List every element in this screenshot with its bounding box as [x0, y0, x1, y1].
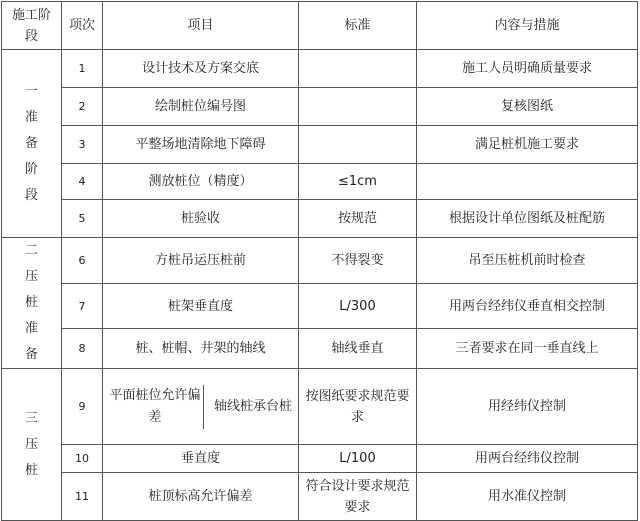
- table-row: [2, 445, 638, 473]
- phase-2-char: 备: [24, 347, 38, 362]
- row-no: 11: [62, 473, 103, 521]
- row-item: 垂直度: [103, 445, 299, 473]
- phase-1-char: 准: [24, 109, 38, 125]
- phase-1-char: 备: [24, 135, 38, 151]
- table-row: [2, 238, 638, 284]
- header-measure: 内容与措施: [417, 2, 638, 50]
- row-measure: 用两台经纬仪控制: [417, 445, 638, 473]
- table-row: [2, 50, 638, 88]
- row-measure: 满足桩机施工要求: [417, 126, 638, 164]
- row-no: 9: [62, 369, 103, 445]
- row-standard: 轴线垂直: [299, 329, 417, 369]
- row-no: 3: [62, 126, 103, 164]
- phase-2-char: 压: [24, 269, 38, 284]
- row-item: 桩、桩帽、井架的轴线: [103, 329, 299, 369]
- table-row: [2, 126, 638, 164]
- header-no: 项次: [62, 2, 103, 50]
- row-item: 方桩吊运压桩前: [103, 238, 299, 284]
- phase-2-cell: [2, 238, 62, 369]
- header-standard: 标准: [299, 2, 417, 50]
- row-item: 测放桩位（精度）: [103, 164, 299, 200]
- row-measure: 用水准仪控制: [417, 473, 638, 521]
- row-standard: [299, 50, 417, 88]
- table-row: [2, 283, 638, 329]
- row-standard: 符合设计要求规范要求: [299, 473, 417, 521]
- row-no: 1: [62, 50, 103, 88]
- table-row: [2, 473, 638, 521]
- row-measure: 用两台经纬仪垂直相交控制: [417, 283, 638, 329]
- row-item: 平整场地清除地下障碍: [103, 126, 299, 164]
- table-row: [2, 200, 638, 238]
- row-measure: 复核图纸: [417, 88, 638, 126]
- phase-2-char: 桩: [24, 295, 38, 310]
- row-measure: 施工人员明确质量要求: [417, 50, 638, 88]
- header-phase: 施工阶段: [2, 2, 62, 50]
- phase-3-cell: [2, 369, 62, 521]
- phase-2-char: 二: [24, 243, 38, 258]
- table-row: [2, 88, 638, 126]
- row-item: 设计技术及方案交底: [103, 50, 299, 88]
- table-row: [2, 369, 638, 445]
- phase-2-char: 准: [24, 321, 38, 336]
- table-row: [2, 164, 638, 200]
- row-item: 绘制桩位编号图: [103, 88, 299, 126]
- phase-1-cell: [2, 50, 62, 238]
- header-row: [2, 2, 638, 50]
- row-measure: [417, 164, 638, 200]
- row-standard: [299, 88, 417, 126]
- row-standard: L/300: [299, 283, 417, 329]
- row-standard: 按规范: [299, 200, 417, 238]
- phase-1-char: 一: [24, 83, 38, 99]
- row-standard: L/100: [299, 445, 417, 473]
- row-item: 桩顶标高允许偏差: [103, 473, 299, 521]
- construction-quality-table: [1, 1, 638, 521]
- row-no: 10: [62, 445, 103, 473]
- row-no: 6: [62, 238, 103, 284]
- row-item: 桩验收: [103, 200, 299, 238]
- phase-1-char: 阶: [24, 161, 38, 177]
- row-standard: [299, 126, 417, 164]
- table-row: [2, 329, 638, 369]
- row-measure: 用经纬仪控制: [417, 369, 638, 445]
- row-no: 8: [62, 329, 103, 369]
- phase-1-char: 段: [24, 187, 38, 203]
- row-item: 桩架垂直度: [103, 283, 299, 329]
- phase-3-char: 压: [24, 436, 38, 452]
- row-no: 2: [62, 88, 103, 126]
- row-item-sub: 轴线桩承台桩: [214, 398, 293, 414]
- row-measure: 根据设计单位图纸及桩配筋: [417, 200, 638, 238]
- row-item-split: [103, 369, 299, 445]
- row-standard: ≤1cm: [299, 164, 417, 200]
- phase-3-char: 桩: [24, 462, 38, 478]
- row-no: 7: [62, 283, 103, 329]
- row-item-main: 平面桩位允许偏差: [107, 385, 204, 429]
- row-standard: 按图纸要求规范要求: [299, 369, 417, 445]
- header-item: 项目: [103, 2, 299, 50]
- row-no: 4: [62, 164, 103, 200]
- row-measure: 吊至压桩机前时检查: [417, 238, 638, 284]
- row-standard: 不得裂变: [299, 238, 417, 284]
- phase-3-char: 三: [24, 410, 38, 426]
- row-no: 5: [62, 200, 103, 238]
- row-measure: 三者要求在同一垂直线上: [417, 329, 638, 369]
